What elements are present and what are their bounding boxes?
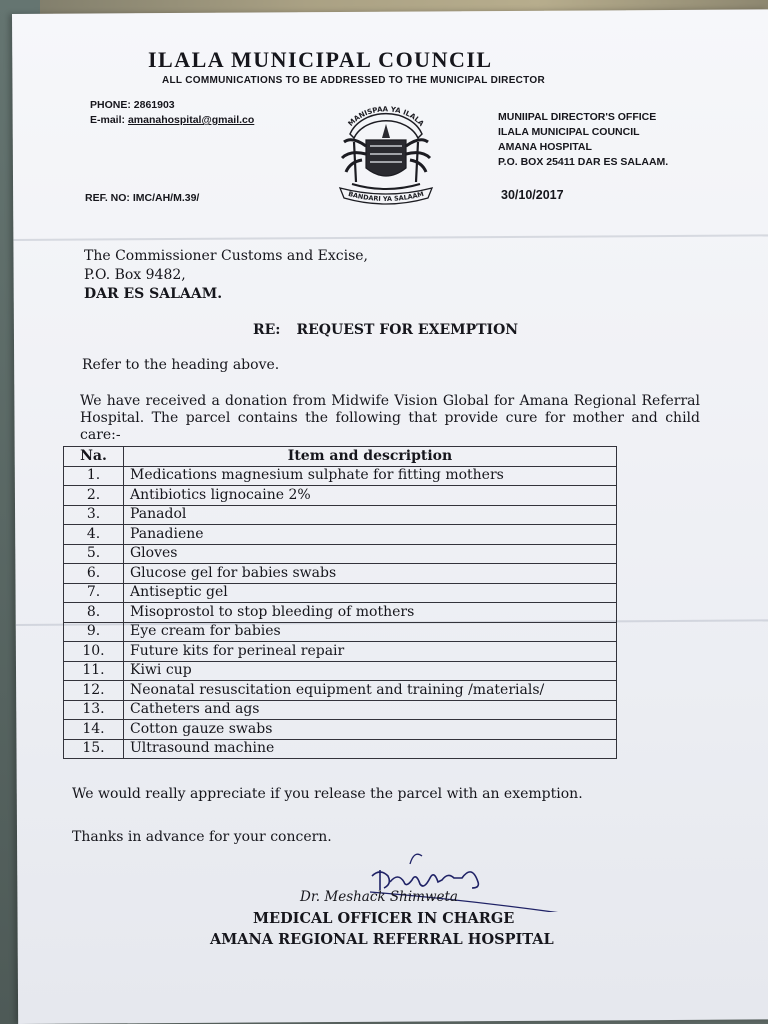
organization-name: ILALA MUNICIPAL COUNCIL [148, 47, 493, 72]
item-number: 12. [64, 681, 124, 701]
item-number: 9. [64, 622, 124, 642]
items-table [63, 446, 617, 759]
item-description: Catheters and ags [124, 700, 617, 720]
item-description: Antibiotics lignocaine 2% [124, 486, 617, 506]
item-number: 4. [64, 525, 124, 545]
council-seal-emblem [332, 98, 440, 210]
item-number: 6. [64, 564, 124, 584]
item-number: 13. [64, 700, 124, 720]
table-row [64, 525, 617, 545]
table-row [64, 622, 617, 642]
table-row [64, 700, 617, 720]
reference-number: REF. NO: IMC/AH/M.39/ [85, 192, 200, 204]
item-number: 11. [64, 661, 124, 681]
phone-label: PHONE: [90, 99, 131, 111]
thanks-line: Thanks in advance for your concern. [72, 829, 332, 845]
table-row [64, 564, 617, 584]
item-description: Glucose gel for babies swabs [124, 564, 617, 584]
contact-block [90, 98, 254, 128]
office-line: MUNIIPAL DIRECTOR'S OFFICE [498, 111, 657, 123]
table-row [64, 642, 617, 662]
item-description: Neonatal resuscitation equipment and training /materials/ [124, 681, 617, 701]
item-number: 15. [64, 739, 124, 759]
paper-fold [13, 234, 768, 241]
item-number: 14. [64, 720, 124, 740]
office-line: ILALA MUNICIPAL COUNCIL [498, 126, 640, 138]
table-row [64, 739, 617, 759]
table-row [64, 603, 617, 623]
svg-text:MANISPAA YA ILALA: MANISPAA YA ILALA [346, 105, 426, 128]
svg-text:BANDARI YA SALAAM: BANDARI YA SALAAM [347, 189, 425, 204]
item-number: 2. [64, 486, 124, 506]
donation-paragraph: We have received a donation from Midwife Vision Global for Amana Regional Referral Hospital. The parcel contains the following that provide cure for mother and child care:- [80, 393, 700, 443]
item-description: Gloves [124, 544, 617, 564]
item-description: Antiseptic gel [124, 583, 617, 603]
email-address[interactable]: amanahospital@gmail.co [127, 114, 255, 126]
table-row [64, 486, 617, 506]
recipient-line: The Commissioner Customs and Excise, [84, 248, 368, 264]
column-header-number: Na. [64, 447, 124, 467]
email-label: E-mail: [90, 114, 126, 126]
item-description: Medications magnesium sulphate for fitting mothers [124, 466, 617, 486]
signatory-title: MEDICAL OFFICER IN CHARGE [253, 910, 515, 927]
office-line: P.O. BOX 25411 DAR ES SALAAM. [498, 156, 669, 168]
item-description: Kiwi cup [124, 661, 617, 681]
subject-line [253, 322, 518, 338]
table-row [64, 681, 617, 701]
table-row [64, 466, 617, 486]
column-header-item: Item and description [124, 447, 617, 467]
item-description: Eye cream for babies [124, 622, 617, 642]
recipient-line: P.O. Box 9482, [84, 267, 186, 283]
table-header-row [64, 447, 617, 467]
item-number: 8. [64, 603, 124, 623]
communications-note: ALL COMMUNICATIONS TO BE ADDRESSED TO THE MUNICIPAL DIRECTOR [162, 75, 546, 86]
office-address-block [498, 110, 668, 170]
item-description: Ultrasound machine [124, 739, 617, 759]
recipient-city: DAR ES SALAAM. [84, 286, 223, 302]
table-row [64, 544, 617, 564]
letter-date: 30/10/2017 [501, 188, 564, 202]
phone-line [90, 98, 254, 113]
phone-number: 2861903 [133, 99, 175, 111]
refer-sentence: Refer to the heading above. [82, 357, 280, 373]
item-number: 10. [64, 642, 124, 662]
item-number: 1. [64, 466, 124, 486]
item-description: Panadol [124, 505, 617, 525]
subject-prefix: RE: [253, 322, 281, 338]
table-row [64, 720, 617, 740]
item-description: Misoprostol to stop bleeding of mothers [124, 603, 617, 623]
item-number: 5. [64, 544, 124, 564]
signatory-hospital: AMANA REGIONAL REFERRAL HOSPITAL [210, 931, 554, 948]
recipient-address [84, 247, 368, 304]
table-row [64, 661, 617, 681]
table-row [64, 505, 617, 525]
subject-title: REQUEST FOR EXEMPTION [296, 322, 519, 338]
item-description: Cotton gauze swabs [124, 720, 617, 740]
office-line: AMANA HOSPITAL [498, 141, 592, 153]
item-number: 7. [64, 583, 124, 603]
email-line [90, 113, 254, 128]
item-description: Panadiene [124, 525, 617, 545]
closing-request: We would really appreciate if you release the parcel with an exemption. [72, 786, 583, 802]
item-number: 3. [64, 505, 124, 525]
signatory-name: Dr. Meshack Shimweta [300, 889, 458, 905]
table-row [64, 583, 617, 603]
item-description: Future kits for perineal repair [124, 642, 617, 662]
